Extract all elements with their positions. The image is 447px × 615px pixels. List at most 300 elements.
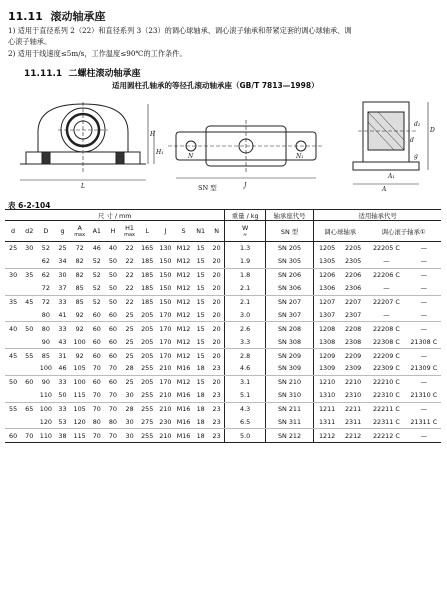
table-cell: 2211 (344, 405, 362, 414)
table-cell: 70 (105, 429, 121, 443)
table-cell: 20 (209, 349, 225, 362)
table-cell: 20 (209, 308, 225, 321)
table-cell: 60 (108, 351, 117, 360)
col-N1: N1 (193, 221, 209, 242)
table-cell (5, 308, 21, 321)
table-cell: 70 (89, 389, 105, 402)
table-cell: — (420, 298, 427, 306)
table-cell: 60 (92, 378, 101, 387)
table-cell: 2305 (340, 255, 366, 268)
table-cell: 22310 C (366, 389, 406, 402)
subsection-title: 二螺柱滚动轴承座 (68, 69, 141, 79)
table-cell: 22311 C (366, 416, 406, 429)
table-cell: 105 (73, 405, 86, 414)
table-cell: 60 (92, 351, 101, 360)
col-A1: A1 (89, 221, 105, 242)
table-cell: 25 (121, 308, 138, 321)
table-cell: 120 (71, 416, 89, 429)
table-cell: 52 (92, 298, 101, 306)
svg-text:A: A (382, 186, 387, 192)
table-cell: 2207 (344, 298, 362, 306)
table-cell: 15 (196, 378, 205, 387)
table-cell: 18 (193, 429, 209, 443)
table-cell (5, 389, 21, 402)
table-cell: 230 (156, 416, 174, 429)
table-cell: — (407, 282, 441, 295)
table-cell: 60 (108, 324, 117, 333)
subsection-heading (24, 66, 140, 79)
table-cell: — (420, 405, 427, 414)
dims-group-header: 尺 寸 / mm (5, 210, 225, 221)
table-cell: 100 (39, 405, 52, 414)
front-view (20, 102, 154, 180)
table-row (5, 322, 441, 335)
svg-text:H: H (150, 131, 156, 138)
table-cell: 21309 C (407, 362, 441, 375)
table-cell: 46 (92, 244, 101, 253)
table-cell: 105 (71, 362, 89, 375)
table-cell: 275 (138, 416, 156, 429)
table-cell: 170 (156, 308, 174, 321)
table-cell: 21310 C (407, 389, 441, 402)
table-cell: 18 (196, 405, 205, 414)
table-cell: 1311 (314, 416, 340, 429)
table-cell: 60 (92, 324, 101, 333)
table-cell: 185 (141, 271, 154, 280)
table-cell: — (420, 378, 427, 387)
svg-text:J: J (244, 182, 247, 189)
table-cell: 40 (9, 324, 18, 333)
table-cell: 1308 (314, 335, 340, 348)
table-cell: 2209 (344, 351, 362, 360)
table-cell: M12 (176, 244, 191, 253)
table-cell: 22308 C (366, 335, 406, 348)
table-cell: 92 (75, 351, 84, 360)
table-cell: 30 (121, 429, 138, 443)
table-cell: 22 (121, 282, 138, 295)
table-cell (5, 255, 21, 268)
col-housing: SN 型 (265, 221, 313, 242)
table-cell: 115 (71, 389, 89, 402)
table-cell: 23 (209, 416, 225, 429)
table-cell: 2.1 (225, 295, 265, 308)
table-cell: 33 (58, 405, 67, 414)
col-d2: d2 (21, 221, 37, 242)
table-cell: 210 (156, 362, 174, 375)
table-cell: 18 (193, 416, 209, 429)
table-cell: 15 (196, 324, 205, 333)
table-row (5, 375, 441, 388)
table-cell: 2306 (340, 282, 366, 295)
table-cell: 70 (105, 389, 121, 402)
note-line-2: 心滚子轴承。 (8, 37, 52, 46)
table-cell: — (420, 351, 427, 360)
table-cell: — (407, 255, 441, 268)
table-cell: SN 309 (265, 362, 313, 375)
table-cell: M12 (176, 324, 191, 333)
table-cell: 33 (58, 378, 67, 387)
table-cell: 22211 C (372, 405, 400, 414)
col-A: A max (71, 221, 89, 242)
drawing-caption: 适用圆柱孔轴承的等径孔滚动轴承座（GB/T 7813—1998） (112, 81, 319, 90)
table-cell: 45 (25, 298, 34, 306)
table-cell: 60 (89, 335, 105, 348)
table-cell (21, 416, 37, 429)
table-cell: 85 (71, 282, 89, 295)
svg-text:d: d (410, 137, 414, 144)
side-section (353, 102, 428, 184)
table-cell: 62 (37, 255, 54, 268)
table-cell: 90 (37, 335, 54, 348)
table-row (5, 255, 441, 268)
table-cell: 210 (156, 429, 174, 443)
table-cell: 15 (196, 298, 205, 306)
table-cell: 2311 (340, 416, 366, 429)
table-cell: 38 (54, 429, 70, 443)
table-cell: M12 (174, 335, 192, 348)
table-cell: 82 (71, 255, 89, 268)
table-cell: 50 (105, 282, 121, 295)
table-cell: 30 (58, 271, 67, 280)
table-cell: 23 (209, 429, 225, 443)
table-cell: 22205 C (372, 244, 400, 253)
svg-text:N₁: N₁ (296, 153, 304, 160)
bearings-group-header: 适用轴承代号 (314, 210, 441, 221)
table-cell: 60 (25, 378, 34, 387)
table-cell: M12 (176, 378, 191, 387)
table-cell: 185 (138, 255, 156, 268)
table-cell: 25 (58, 244, 67, 253)
table-cell: 70 (92, 405, 101, 414)
table-cell: 1211 (318, 405, 336, 414)
table-cell: 23 (209, 389, 225, 402)
table-cell: 15 (196, 271, 205, 280)
table-cell: 62 (41, 271, 50, 280)
table-cell: 20 (209, 242, 225, 255)
table-cell: 1310 (314, 389, 340, 402)
col-D: D (37, 221, 54, 242)
table-cell: 150 (159, 298, 172, 306)
table-cell: 70 (21, 429, 37, 443)
table-cell: 1210 (318, 378, 336, 387)
table-cell: SN 211 (265, 402, 313, 415)
table-cell: 85 (75, 298, 84, 306)
table-cell: 170 (156, 335, 174, 348)
table-cell: 25 (9, 244, 18, 253)
table-cell: 28 (121, 362, 138, 375)
table-cell: 80 (89, 416, 105, 429)
table-cell: 255 (138, 389, 156, 402)
table-cell: 23 (209, 402, 225, 415)
col-H1: H1 max (121, 221, 138, 242)
table-cell: 18 (193, 362, 209, 375)
table-cell: 41 (54, 308, 70, 321)
table-cell: 72 (41, 298, 50, 306)
table-cell: 2307 (340, 308, 366, 321)
table-cell: 25 (125, 351, 134, 360)
table-cell: 20 (209, 282, 225, 295)
svg-text:D: D (430, 127, 435, 134)
table-cell: 4.3 (225, 402, 265, 415)
table-cell: 22309 C (366, 362, 406, 375)
table-cell (5, 335, 21, 348)
svg-text:g: g (414, 153, 418, 160)
table-label: 表 6-2-104 (8, 201, 51, 210)
table-cell: 60 (5, 429, 21, 443)
table-cell: — (407, 308, 441, 321)
table-cell: 1305 (314, 255, 340, 268)
table-cell: 1309 (314, 362, 340, 375)
table-cell: 150 (156, 255, 174, 268)
table-cell: 15 (193, 335, 209, 348)
table-cell: SN 308 (265, 335, 313, 348)
table-cell: 50 (108, 298, 117, 306)
table-cell: SN 305 (265, 255, 313, 268)
table-cell (21, 255, 37, 268)
table-cell: 60 (105, 308, 121, 321)
table-row (5, 308, 441, 321)
table-cell: 25 (125, 324, 134, 333)
table-cell: 170 (159, 351, 172, 360)
table-row (5, 362, 441, 375)
col-H: H (105, 221, 121, 242)
table-cell: SN 210 (265, 375, 313, 388)
table-cell: 45 (9, 351, 18, 360)
table-cell: 18 (193, 389, 209, 402)
table-cell: 210 (156, 389, 174, 402)
table-cell: 3.0 (225, 308, 265, 321)
dim-label-L: L (81, 183, 85, 190)
table-cell: 80 (37, 308, 54, 321)
table-cell (21, 389, 37, 402)
table-cell: 22209 C (372, 351, 400, 360)
table-cell: 2308 (340, 335, 366, 348)
table-cell: 6.5 (225, 416, 265, 429)
table-cell: SN 208 (265, 322, 313, 335)
section-number: 11.11 (8, 10, 43, 23)
table-cell: 70 (89, 362, 105, 375)
table-cell: 2212 (340, 429, 366, 443)
table-cell: 90 (41, 378, 50, 387)
table-cell: — (366, 282, 406, 295)
table-cell: 50 (54, 389, 70, 402)
table-cell: 22212 C (366, 429, 406, 443)
table-cell: 23 (209, 362, 225, 375)
table-cell: 40 (108, 244, 117, 253)
table-cell: 20 (209, 268, 225, 281)
table-cell: 80 (105, 416, 121, 429)
col-J: J (156, 221, 174, 242)
table-cell: 92 (71, 308, 89, 321)
table-cell: SN 212 (265, 429, 313, 443)
table-cell: 25 (125, 378, 134, 387)
table-cell: 28 (125, 405, 134, 414)
table-cell: 1307 (314, 308, 340, 321)
table-cell: 21311 C (407, 416, 441, 429)
table-cell: 50 (25, 324, 34, 333)
table-cell: 52 (89, 255, 105, 268)
table-cell: M16 (176, 405, 191, 414)
table-cell: 72 (37, 282, 54, 295)
table-cell: — (420, 244, 427, 253)
table-cell: 2309 (340, 362, 366, 375)
table-cell: — (366, 255, 406, 268)
table-cell: 4.6 (225, 362, 265, 375)
table-cell: 22208 C (372, 324, 400, 333)
table-cell: 50 (105, 255, 121, 268)
section-heading (8, 8, 105, 24)
table-cell: 22 (125, 298, 134, 306)
table-cell: M12 (176, 351, 191, 360)
top-view (168, 120, 324, 178)
table-cell: 22210 C (372, 378, 400, 387)
table-cell: 100 (37, 362, 54, 375)
table-cell: 22 (125, 271, 134, 280)
note-line-3: 2) 适用于线速度≤5m/s，工作温度≤90℃的工作条件。 (8, 49, 187, 58)
svg-text:H₁: H₁ (156, 149, 164, 156)
table-cell: 1.8 (225, 268, 265, 281)
table-cell: 2.1 (225, 282, 265, 295)
table-cell: 50 (9, 378, 18, 387)
table-row (5, 282, 441, 295)
table-cell: 60 (108, 378, 117, 387)
table-cell: M12 (176, 271, 191, 280)
table-cell: — (407, 429, 441, 443)
model-label: SN 型 (198, 184, 217, 192)
table-cell: 46 (54, 362, 70, 375)
table-cell: 31 (58, 351, 67, 360)
table-cell: 22 (125, 244, 134, 253)
table-cell (5, 362, 21, 375)
table-cell: 110 (37, 429, 54, 443)
weight-group-header: 重量 / kg (225, 210, 265, 221)
table-cell: SN 207 (265, 295, 313, 308)
table-cell: 60 (105, 335, 121, 348)
table-cell: 150 (159, 271, 172, 280)
col-W: W ≈ (225, 221, 265, 242)
table-cell: — (420, 271, 427, 280)
table-cell: 2205 (344, 244, 362, 253)
table-cell: 20 (209, 375, 225, 388)
table-row (5, 416, 441, 429)
table-cell: 2.6 (225, 322, 265, 335)
table-cell: 25 (121, 335, 138, 348)
table-cell: 20 (209, 295, 225, 308)
table-cell: 60 (89, 308, 105, 321)
table-cell: M16 (174, 389, 192, 402)
table-cell: 52 (89, 282, 105, 295)
table-row (5, 295, 441, 308)
table-cell: M16 (174, 416, 192, 429)
table-cell: 170 (159, 378, 172, 387)
table-cell: SN 206 (265, 268, 313, 281)
table-row (5, 429, 441, 443)
table-cell: 15 (193, 308, 209, 321)
section-title: 滚动轴承座 (50, 10, 106, 23)
svg-text:A₁: A₁ (388, 173, 395, 180)
col-L: L (138, 221, 156, 242)
housing-group-header: 轴承座代号 (265, 210, 313, 221)
table-cell: 255 (138, 429, 156, 443)
table-cell: 30 (9, 271, 18, 280)
table-row (5, 389, 441, 402)
table-cell: 43 (54, 335, 70, 348)
table-cell: 52 (92, 271, 101, 280)
table-cell: 15 (193, 255, 209, 268)
table-cell: 52 (41, 244, 50, 253)
table-cell: 205 (141, 351, 154, 360)
table-cell: 33 (58, 324, 67, 333)
table-cell: 22 (121, 255, 138, 268)
table-cell: 21308 C (407, 335, 441, 348)
table-cell: 20 (209, 335, 225, 348)
table-cell: 70 (108, 405, 117, 414)
table-cell: 35 (9, 298, 18, 306)
housing-drawing (8, 92, 440, 192)
table-cell: 1207 (318, 298, 336, 306)
table-cell: 2210 (344, 378, 362, 387)
table-cell: 185 (138, 282, 156, 295)
note-line-1: 1) 适用于直径系列 2（22）和直径系列 3（23）的调心球轴承、调心滚子轴承和带紧定套的调心球轴承、调 (8, 26, 352, 35)
table-cell: 1209 (318, 351, 336, 360)
table-cell: 15 (196, 244, 205, 253)
table-cell: 205 (141, 324, 154, 333)
table-cell: 255 (138, 362, 156, 375)
subsection-number: 11.11.1 (24, 69, 63, 79)
table-cell (5, 416, 21, 429)
table-cell: 1206 (318, 271, 336, 280)
table-cell (5, 282, 21, 295)
table-cell: 33 (58, 298, 67, 306)
table-cell: 85 (41, 351, 50, 360)
table-cell: 92 (75, 324, 84, 333)
table-cell: 130 (159, 244, 172, 253)
table-cell: 205 (138, 308, 156, 321)
table-cell: 205 (141, 378, 154, 387)
col-N: N (209, 221, 225, 242)
table-cell: 55 (9, 405, 18, 414)
table-cell: 100 (71, 335, 89, 348)
table-cell: SN 307 (265, 308, 313, 321)
table-cell: 82 (75, 271, 84, 280)
table-cell: 3.3 (225, 335, 265, 348)
table-row (5, 335, 441, 348)
table-cell: M12 (176, 298, 191, 306)
table-cell: 100 (73, 378, 86, 387)
table-cell: 70 (105, 362, 121, 375)
table-row (5, 268, 441, 281)
table-row (5, 402, 441, 415)
table-cell: 20 (209, 255, 225, 268)
table-cell: 53 (54, 416, 70, 429)
table-cell: 210 (159, 405, 172, 414)
table-row (5, 349, 441, 362)
table-cell: 34 (54, 255, 70, 268)
table-cell: 50 (108, 271, 117, 280)
col-g: g (54, 221, 70, 242)
table-cell: 15 (196, 351, 205, 360)
table-cell: 255 (141, 405, 154, 414)
svg-text:N: N (188, 153, 194, 160)
table-cell: 1212 (314, 429, 340, 443)
svg-text:d₂: d₂ (414, 121, 421, 128)
table-cell: 3.1 (225, 375, 265, 388)
table-cell: SN 311 (265, 416, 313, 429)
table-cell (21, 362, 37, 375)
col-ball-bearing: 调心球轴承 (314, 221, 366, 242)
table-cell: 150 (156, 282, 174, 295)
table-cell: 165 (141, 244, 154, 253)
